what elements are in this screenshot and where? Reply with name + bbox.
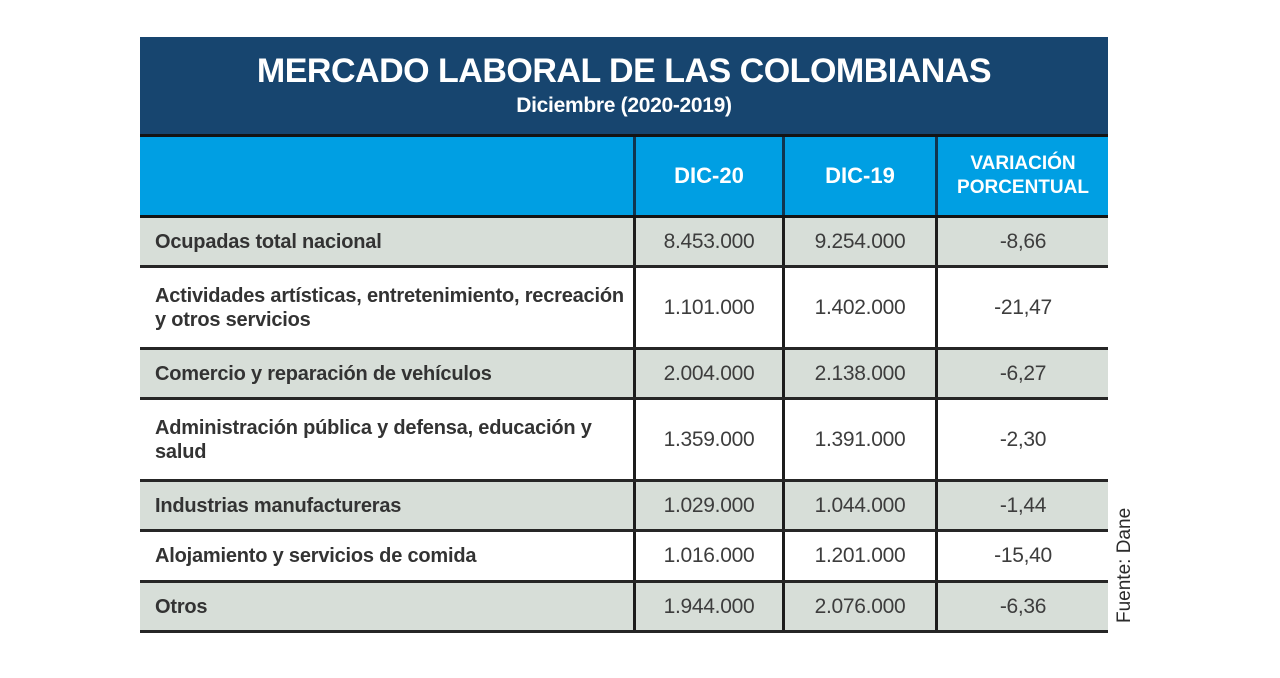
- value-dic20: 1.029.000: [633, 482, 782, 529]
- table-row: [140, 583, 1108, 633]
- table-title-block: [140, 37, 1108, 137]
- table-row: [140, 268, 1108, 350]
- row-label: Industrias manufactureras: [155, 494, 402, 517]
- table-row: [140, 482, 1108, 532]
- table-row: [140, 350, 1108, 400]
- value-dic20: 1.101.000: [633, 268, 782, 347]
- value-dic19: 1.201.000: [782, 532, 935, 580]
- table-row: [140, 532, 1108, 583]
- value-variacion: -6,27: [935, 350, 1108, 397]
- value-variacion: -15,40: [935, 532, 1108, 580]
- row-label: Comercio y reparación de vehículos: [155, 362, 492, 385]
- table-header-row: [140, 137, 1108, 218]
- row-label: Actividades artísticas, entretenimiento, recreación y otros servicios: [155, 284, 624, 331]
- value-dic19: 2.076.000: [782, 583, 935, 630]
- value-dic19: 9.254.000: [782, 218, 935, 265]
- labor-market-table: [140, 37, 1108, 633]
- value-dic20: 8.453.000: [633, 218, 782, 265]
- header-sector-cell: [140, 137, 633, 215]
- header-dic20: DIC-20: [633, 137, 782, 215]
- value-dic19: 2.138.000: [782, 350, 935, 397]
- value-dic19: 1.402.000: [782, 268, 935, 347]
- value-dic19: 1.044.000: [782, 482, 935, 529]
- table-subtitle: Diciembre (2020-2019): [516, 93, 732, 117]
- value-dic19: 1.391.000: [782, 400, 935, 479]
- table-row: [140, 400, 1108, 482]
- row-label: Otros: [155, 595, 208, 618]
- row-label: Administración pública y defensa, educación y salud: [155, 416, 592, 463]
- row-label: Ocupadas total nacional: [155, 230, 382, 253]
- header-dic19: DIC-19: [782, 137, 935, 215]
- row-label: Alojamiento y servicios de comida: [155, 545, 477, 567]
- header-variacion: [935, 137, 1108, 215]
- value-variacion: -2,30: [935, 400, 1108, 479]
- value-variacion: -6,36: [935, 583, 1108, 630]
- source-attribution: Fuente: Dane: [1114, 507, 1135, 623]
- header-variacion-line2: PORCENTUAL: [957, 177, 1089, 198]
- value-variacion: -1,44: [935, 482, 1108, 529]
- value-dic20: 2.004.000: [633, 350, 782, 397]
- value-variacion: -21,47: [935, 268, 1108, 347]
- value-dic20: 1.944.000: [633, 583, 782, 630]
- header-variacion-line1: VARIACIÓN: [970, 153, 1076, 175]
- value-variacion: -8,66: [935, 218, 1108, 265]
- table-row: [140, 218, 1108, 268]
- table-title: MERCADO LABORAL DE LAS COLOMBIANAS: [256, 52, 992, 91]
- value-dic20: 1.016.000: [633, 532, 782, 580]
- value-dic20: 1.359.000: [633, 400, 782, 479]
